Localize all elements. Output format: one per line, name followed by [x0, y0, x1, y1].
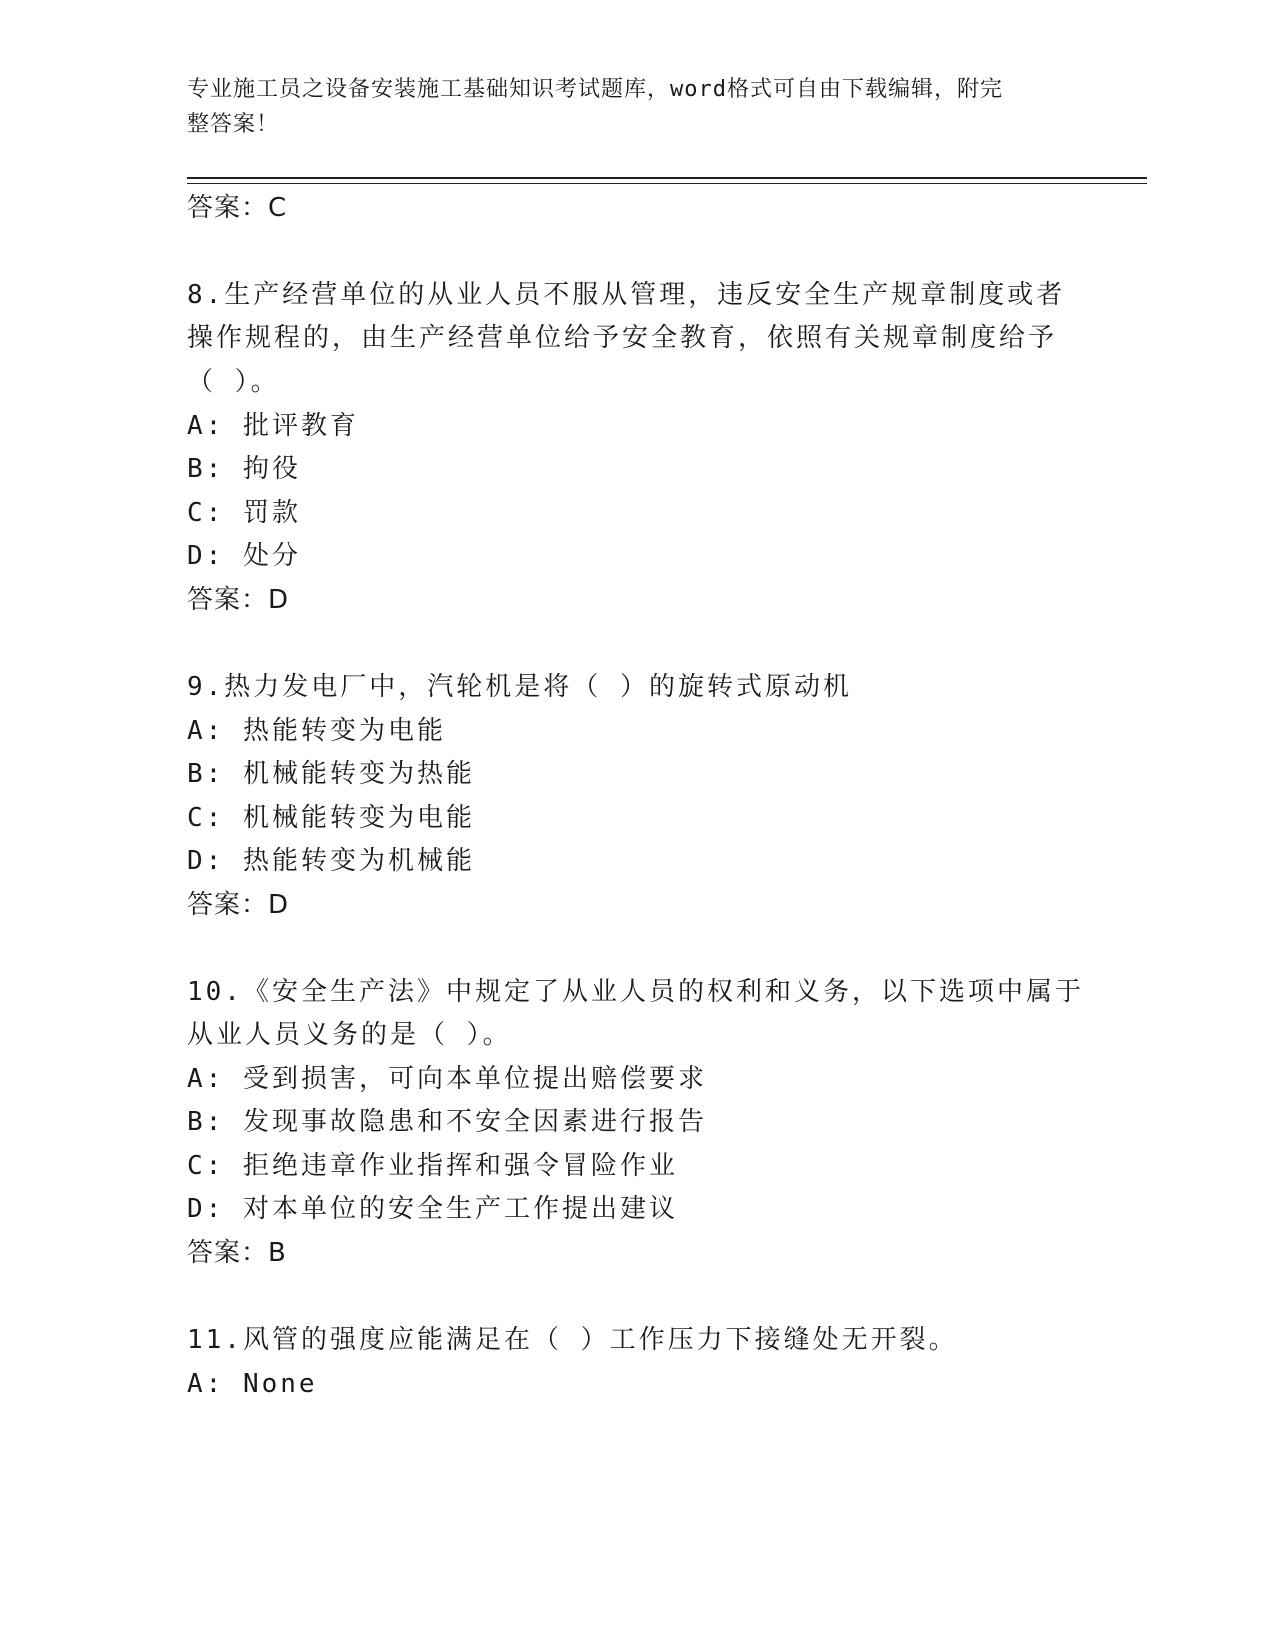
- q10-option-b: B: 发现事故隐患和不安全因素进行报告: [187, 1107, 707, 1137]
- q8-text-line-1: 8.生产经营单位的从业人员不服从管理，违反安全生产规章制度或者: [187, 280, 1066, 310]
- q8-option-b: B: 拘役: [187, 454, 301, 484]
- q10-text-line-1: 10.《安全生产法》中规定了从业人员的权利和义务，以下选项中属于: [187, 977, 1084, 1007]
- q9-option-b: B: 机械能转变为热能: [187, 759, 475, 789]
- q11-text-line-1: 11.风管的强度应能满足在（ ）工作压力下接缝处无开裂。: [187, 1325, 958, 1355]
- q8-text-line-2: 操作规程的，由生产经营单位给予安全教育，依照有关规章制度给予: [187, 323, 1058, 353]
- document-header: [187, 72, 1067, 142]
- q9-option-c: C: 机械能转变为电能: [187, 803, 475, 833]
- q9-option-d: D: 热能转变为机械能: [187, 846, 475, 876]
- header-rule-thin: [187, 183, 1147, 184]
- q10-text-line-2: 从业人员义务的是（ ）。: [187, 1020, 512, 1050]
- q10-option-a: A: 受到损害，可向本单位提出赔偿要求: [187, 1064, 707, 1094]
- q8-option-d: D: 处分: [187, 541, 301, 571]
- q9-option-a: A: 热能转变为电能: [187, 716, 446, 746]
- q10-option-c: C: 拒绝违章作业指挥和强令冒险作业: [187, 1151, 678, 1181]
- q8-option-a: A: 批评教育: [187, 411, 359, 441]
- q9-answer: 答案：D: [187, 890, 290, 920]
- header-rule-thick: [187, 177, 1147, 179]
- q9-text-line-1: 9.热力发电厂中，汽轮机是将（ ）的旋转式原动机: [187, 672, 852, 702]
- q10-answer: 答案：B: [187, 1238, 287, 1268]
- header-line-1: 专业施工员之设备安装施工基础知识考试题库，word格式可自由下载编辑，附完: [187, 77, 1003, 102]
- q10-option-d: D: 对本单位的安全生产工作提出建议: [187, 1194, 678, 1224]
- header-line-2: 整答案！: [187, 112, 280, 137]
- answer-previous: 答案：C: [187, 193, 288, 223]
- q8-text-line-3: （ ）。: [187, 367, 280, 397]
- q11-option-a: A: None: [187, 1369, 318, 1399]
- q8-option-c: C: 罚款: [187, 498, 301, 528]
- q8-answer: 答案：D: [187, 585, 290, 615]
